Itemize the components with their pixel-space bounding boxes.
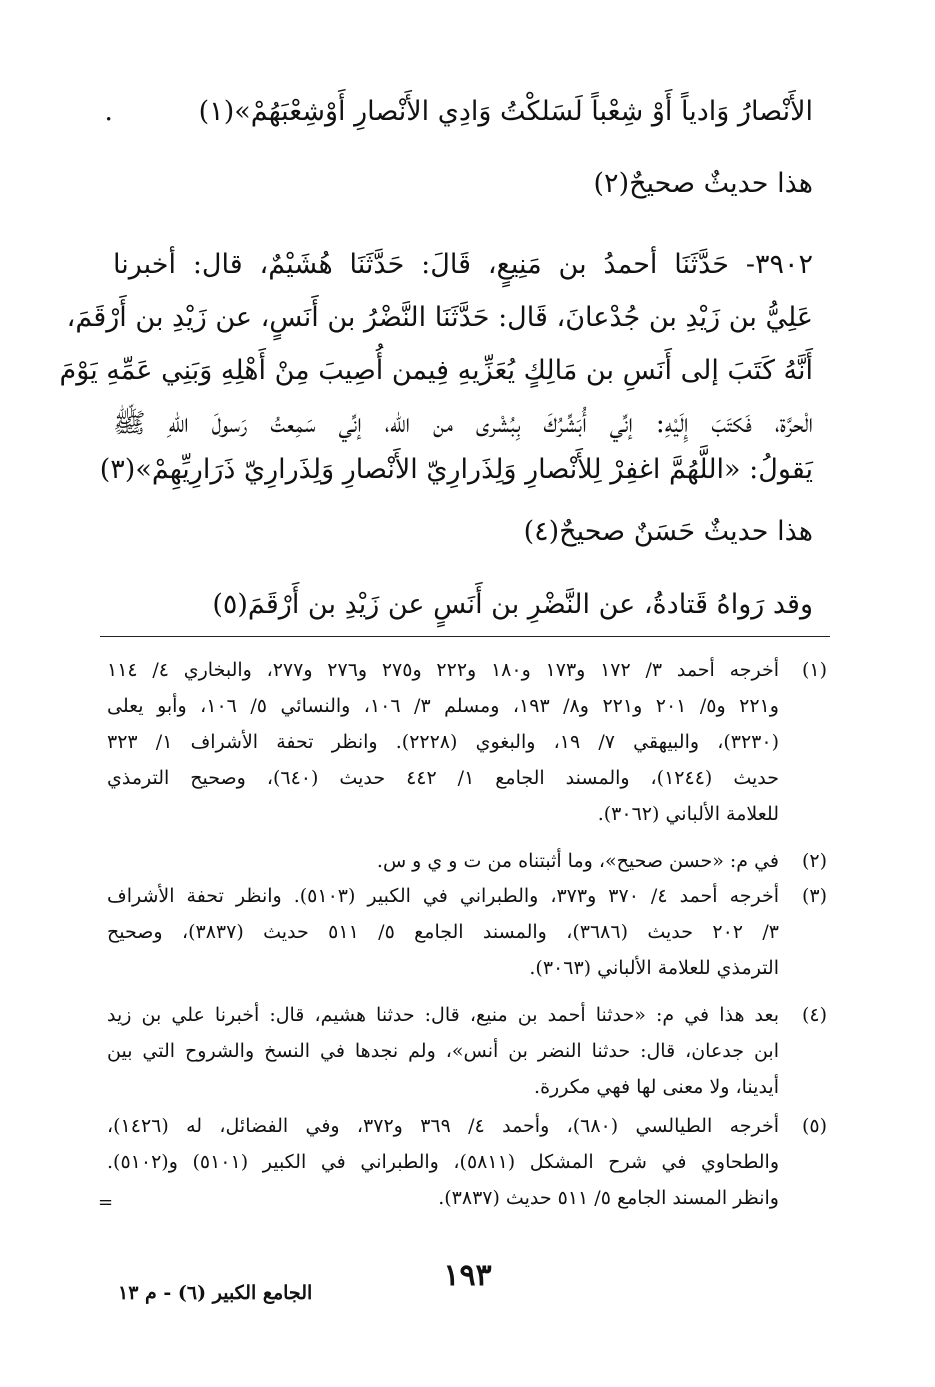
footnote-separator <box>100 636 830 637</box>
footnote-line: (٣٢٣٠)، والبيهقي ٧/ ١٩، والبغوي (٢٢٢٨). وانظر تحفة الأشراف ١/ ٣٢٣ <box>107 731 779 753</box>
footnote-line: ٣/ ٢٠٢ حديث (٣٦٨٦)، والمسند الجامع ٥/ ٥١١ حديث (٣٨٣٧)، وصحيح <box>107 921 780 943</box>
main-line-6: الْحرَّة، فَكتَبَ إِلَيْهِ: إنِّي أُبَشِّرُكَ بِبُشْرى من الله، إنِّي سَمِعتُ رَسولَ اللهِ ﷺ <box>113 408 813 439</box>
main-line-7: يَقولُ: «اللَّهُمَّ اغفِرْ لِلأَنْصارِ وَلِذَرارِيّ الأَنْصارِ وَلِذَرارِيّ ذَرَارِيِّهِمْ»(٣) <box>99 454 813 485</box>
main-line-8: هذا حديثٌ حَسَنٌ صحيحٌ(٤) <box>523 516 813 547</box>
footnote-number: (٢) <box>801 850 827 872</box>
footnote-number: (٥) <box>801 1115 827 1137</box>
page-number: ١٩٣ <box>443 1258 492 1293</box>
footnote-line: أخرجه الطيالسي (٦٨٠)، وأحمد ٤/ ٣٦٩ و٣٧٢، وفي الفضائل، له (١٤٢٦)، <box>107 1115 780 1137</box>
footnote-number: (٣) <box>801 885 827 907</box>
footnote-line: حديث (١٢٤٤)، والمسند الجامع ١/ ٤٤٢ حديث (٦٤٠)، وصحيح الترمذي <box>107 767 779 789</box>
main-line-1-dot <box>93 92 113 132</box>
footnote-line: و٢٢١ و٥/ ٢٠١ و٢٢١ و٨/ ١٩٣، ومسلم ٣/ ١٠٦، والنسائي ٥/ ١٠٦، وأبو يعلى <box>107 695 779 717</box>
main-line-5: أَنَّهُ كَتَبَ إلى أَنَسِ بن مَالِكٍ يُعَزِّيهِ فِيمن أُصِيبَ مِنْ أَهْلِهِ وَبَنِي عَمِّهِ يَوْمَ <box>59 355 813 386</box>
main-line-3: ٣٩٠٢- حَدَّثَنَا أحمدُ بن مَنِيعٍ، قَالَ: حَدَّثَنَا هُشَيْمٌ، قال: أخبرنا <box>113 249 813 280</box>
footnote-line: أخرجه أحمد ٤/ ٣٧٠ و٣٧٣، والطبراني في الكبير (٥١٠٣). وانظر تحفة الأشراف <box>107 885 780 907</box>
main-line-2: هذا حديثٌ صحيحٌ(٢) <box>593 168 813 199</box>
main-line-9: وقد رَواهُ قَتادةُ، عن النَّضْرِ بن أَنَسٍ عن زَيْدِ بن أَرْقَمَ(٥) <box>212 589 813 620</box>
footnote-line: أيدينا، ولا معنى لها فهي مكررة. <box>534 1076 779 1098</box>
footnote-line: أخرجه أحمد ٣/ ١٧٢ و١٧٣ و١٨٠ و٢٢٢ و٢٧٥ و٢٧٦ و٢٧٧، والبخاري ٤/ ١١٤ <box>107 659 780 681</box>
footnote-line: بعد هذا في م: «حدثنا أحمد بن منيع، قال: حدثنا هشيم، قال: أخبرنا علي بن زيد <box>107 1004 779 1026</box>
footnote-line: في م: «حسن صحيح»، وما أثبتناه من ت و ي و س. <box>376 850 779 872</box>
continuation-marker: = <box>98 1192 114 1213</box>
footnote-line: وانظر المسند الجامع ٥/ ٥١١ حديث (٣٨٣٧). <box>438 1187 779 1209</box>
footnote-line: للعلامة الألباني (٣٠٦٢). <box>597 803 779 825</box>
footnote-line: الترمذي للعلامة الألباني (٣٠٦٣). <box>529 957 779 979</box>
main-line-4: عَلِيُّ بن زَيْدِ بن جُدْعانَ، قَال: حَدَّثَنَا النَّضْرُ بن أَنَسٍ، عن زَيْدِ بن أَرْقَمَ، <box>66 302 813 333</box>
footnote-line: والطحاوي في شرح المشكل (٥٨١١)، والطبراني في الكبير (٥١٠١) و(٥١٠٢). <box>107 1151 779 1173</box>
footnote-number: (١) <box>801 659 827 681</box>
footnote-number: (٤) <box>801 1004 827 1026</box>
main-line-1: الأَنْصارُ وَادياً أَوْ شِعْباً لَسَلكْتُ وَادِي الأَنْصارِ أَوْشِعْبَهُمْ»(١) <box>198 96 813 127</box>
footnote-line: ابن جدعان، قال: حدثنا النضر بن أنس»، ولم نجدها في النسخ والشروح التي بين <box>107 1040 779 1062</box>
running-head: الجامع الكبير (٦) - م ١٣ <box>118 1282 313 1304</box>
